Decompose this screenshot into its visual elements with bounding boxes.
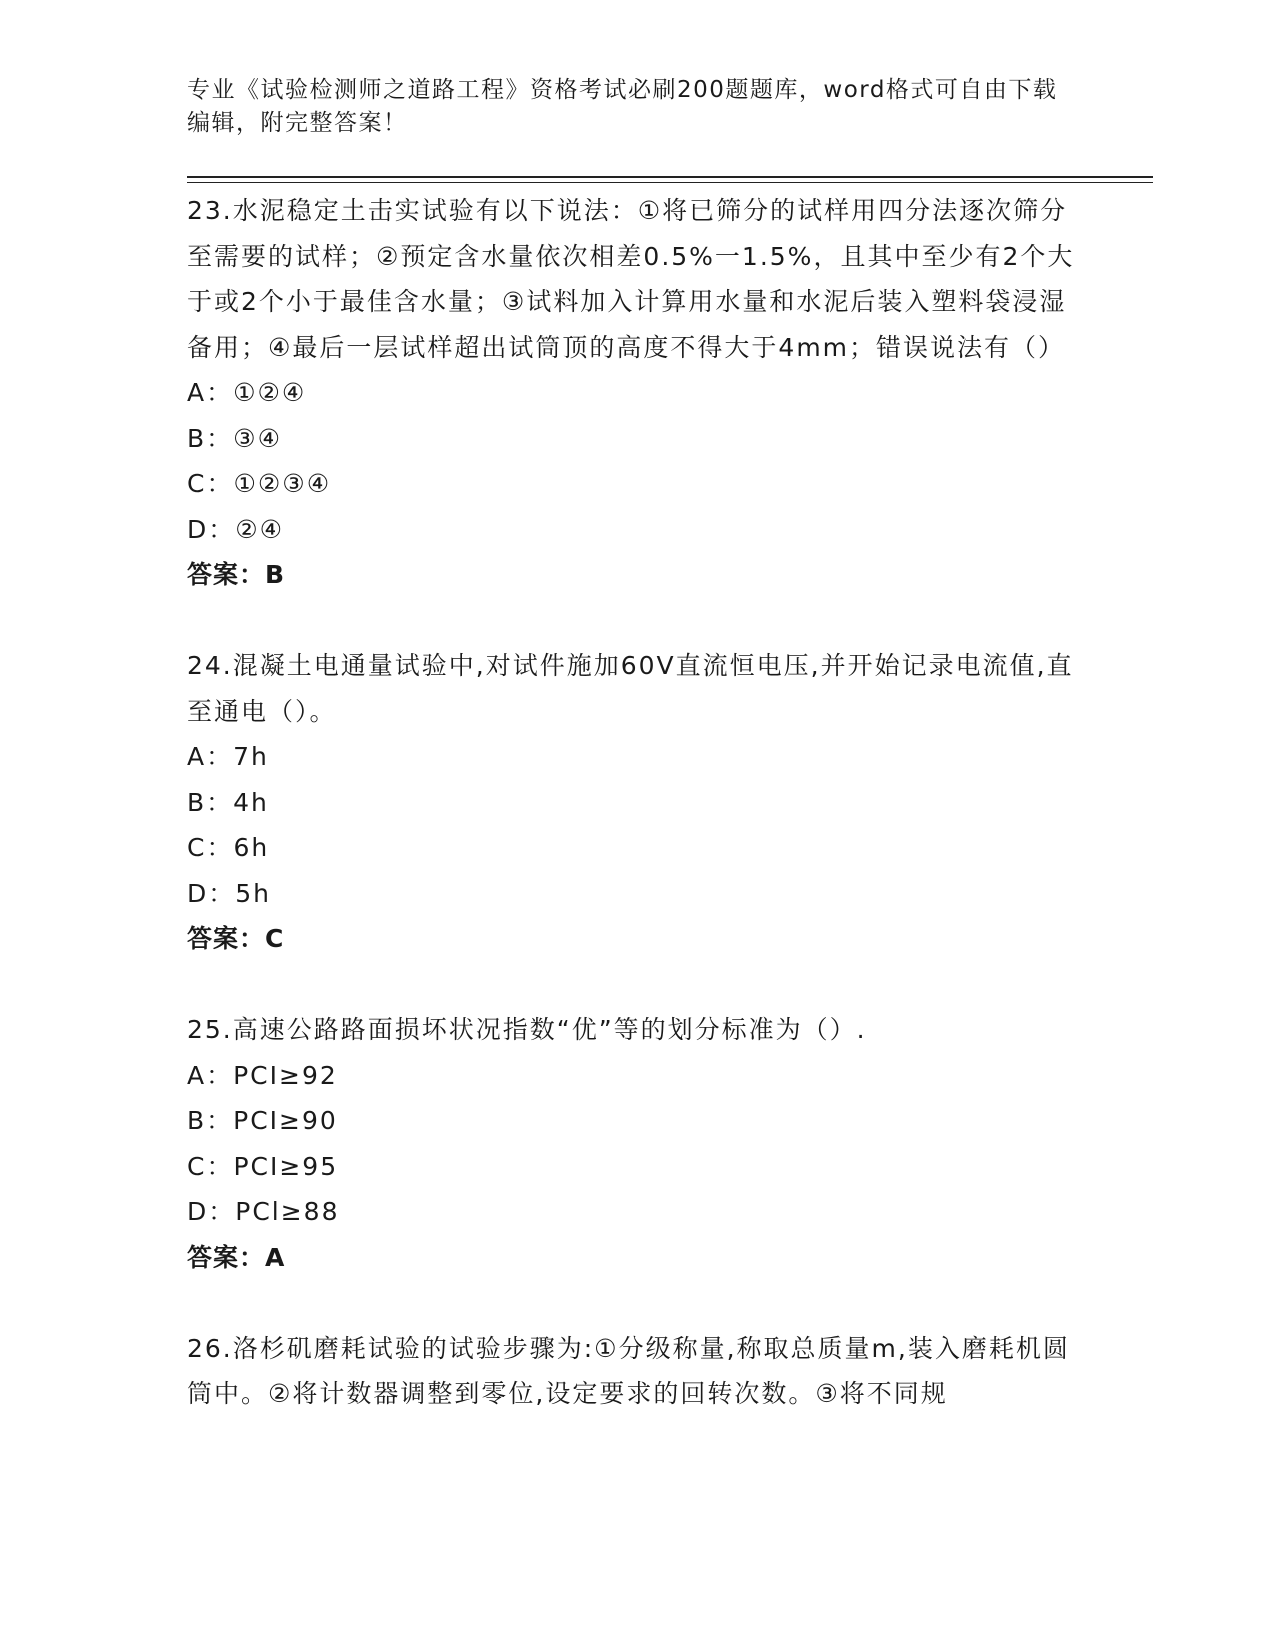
question-23 — [187, 188, 1087, 598]
option-b: B：PCI≥90 — [187, 1106, 338, 1135]
option-b: B：4h — [187, 787, 269, 817]
option-a: A：①②④ — [187, 378, 307, 407]
option-c: C：6h — [187, 833, 270, 862]
question-26 — [187, 1326, 1087, 1417]
option-a: A：PCI≥92 — [187, 1060, 338, 1090]
answer: 答案：B — [187, 560, 286, 589]
option-c: C：PCI≥95 — [187, 1151, 339, 1181]
header-divider-thin — [187, 182, 1153, 183]
option-c: C：①②③④ — [187, 469, 332, 498]
spacer — [187, 1280, 1087, 1326]
answer: 答案：A — [187, 1242, 286, 1272]
answer: 答案：C — [187, 924, 285, 953]
spacer — [187, 598, 1087, 644]
question-stem: 25.高速公路路面损坏状况指数“优”等的划分标准为（）. — [187, 1015, 867, 1044]
question-25 — [187, 1007, 1087, 1280]
option-d: D：PCl≥88 — [187, 1197, 340, 1226]
question-list — [187, 188, 1087, 1417]
option-d: D：②④ — [187, 514, 285, 544]
spacer — [187, 962, 1087, 1008]
option-a: A：7h — [187, 742, 269, 771]
question-24 — [187, 643, 1087, 962]
question-stem: 26.洛杉矶磨耗试验的试验步骤为:①分级称量,称取总质量m,装入磨耗机圆筒中。②将计数器调整到零位,设定要求的回转次数。③将不同规 — [187, 1333, 1070, 1408]
page-title: 专业《试验检测师之道路工程》资格考试必刷200题题库，word格式可自由下载编辑，附完整答案！ — [187, 77, 1058, 136]
option-b: B：③④ — [187, 423, 282, 453]
header-divider — [187, 176, 1153, 178]
page-header — [187, 74, 1067, 140]
question-stem: 24.混凝土电通量试验中,对试件施加60V直流恒电压,并开始记录电流值,直至通电（）。 — [187, 651, 1074, 726]
option-d: D：5h — [187, 878, 272, 908]
question-stem: 23.水泥稳定土击实试验有以下说法：①将已筛分的试样用四分法逐次筛分至需要的试样；②预定含水量依次相差0.5%一1.5%，且其中至少有2个大于或2个小于最佳含水量；③试料加入计算用水量和水泥后装入塑料袋浸湿备用；④最后一层试样超出试筒顶的高度不得大于4mm；错误说法有（） — [187, 196, 1075, 362]
